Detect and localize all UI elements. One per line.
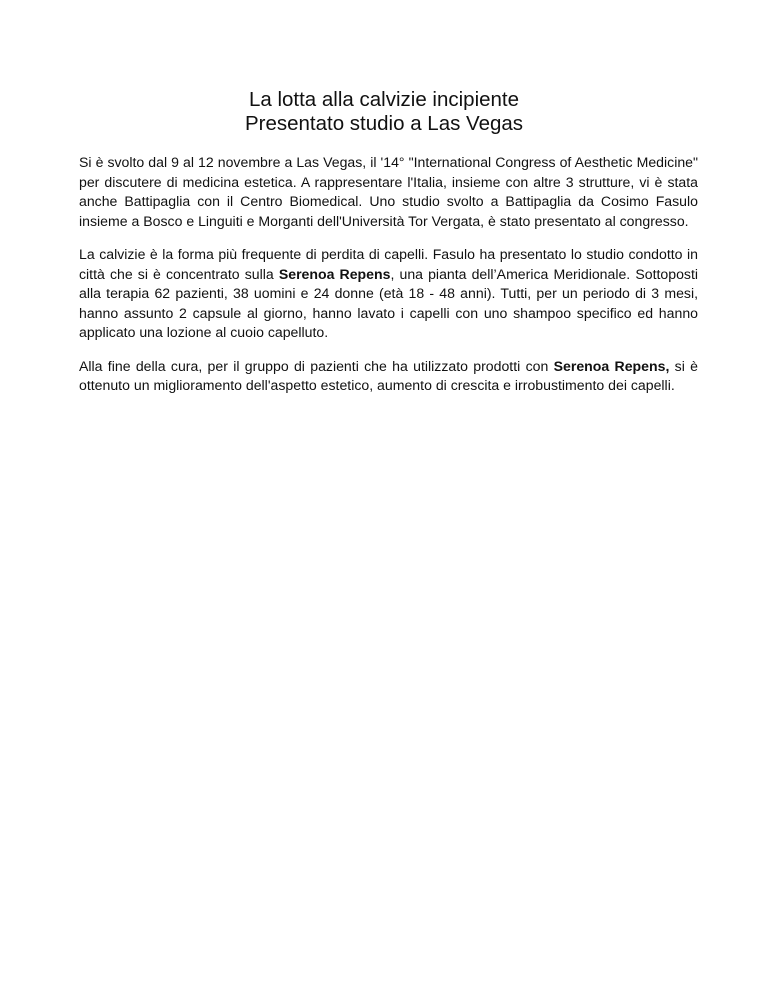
- paragraph-1: Si è svolto dal 9 al 12 novembre a Las Vegas, il '14° "International Congress of Aesthetic Medicine" per discutere di medicina estetica. A rappresentare l'Italia, insieme con altre 3 strutture, vi è stata anche Battipaglia con il Centro Biomedical. Uno studio svolto a Battipaglia da Cosimo Fasulo insieme a Bosco e Linguiti e Morganti dell'Università Tor Vergata, è stato presentato al congresso.: [79, 154, 698, 229]
- paragraph-3-text-end: si è ottenuto un miglioramento dell'aspetto estetico, aumento di crescita e irrobustimento dei capelli.: [79, 357, 698, 393]
- document-title: [0, 88, 768, 136]
- title-line-2: Presentato studio a Las Vegas: [244, 112, 524, 135]
- paragraph-3-text-start: Alla fine della cura, per il gruppo di pazienti che ha utilizzato prodotti con: [79, 357, 554, 374]
- paragraph-3-bold-term: Serenoa Repens,: [553, 357, 670, 374]
- title-line-1: La lotta alla calvizie incipiente: [248, 88, 520, 111]
- paragraph-2-bold-term: Serenoa Repens: [278, 265, 391, 282]
- paragraph-2: [79, 245, 698, 343]
- paragraph-3: [79, 357, 698, 396]
- paragraph-2-text-start: La calvizie è la forma più frequente di perdita di capelli. Fasulo ha presentato lo studio condotto in città che si è concentrato sulla: [79, 246, 698, 282]
- document-body: [79, 153, 698, 410]
- paragraph-2-text-end: , una pianta dell’America Meridionale. Sottoposti alla terapia 62 pazienti, 38 uomini e 24 donne (età 18 - 48 anni). Tutti, per un periodo di 3 mesi, hanno assunto 2 capsule al giorno, hanno lavato i capelli con uno shampoo specifico ed hanno applicato una lozione al cuoio capelluto.: [79, 265, 699, 340]
